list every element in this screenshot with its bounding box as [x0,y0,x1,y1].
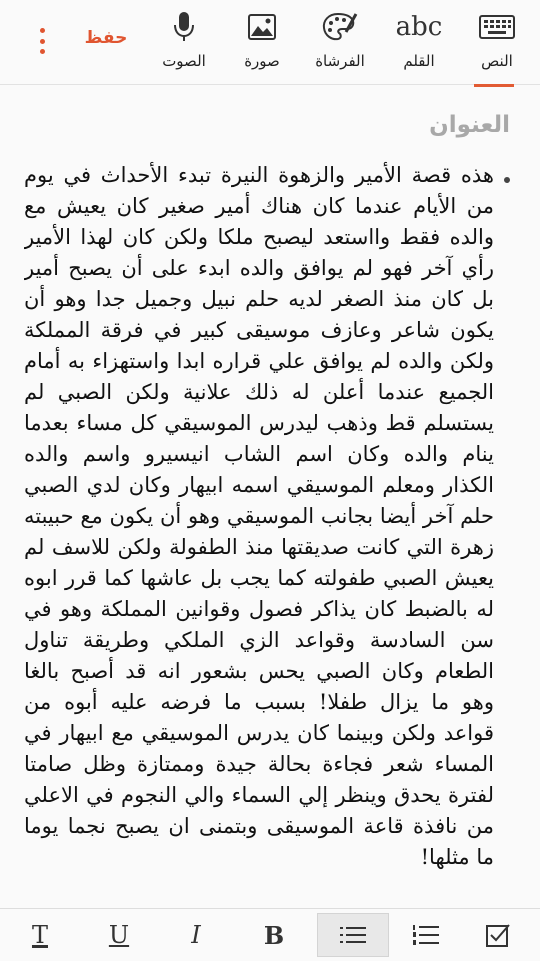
bold-button[interactable] [238,913,310,957]
text-style-button[interactable] [4,913,76,957]
tool-voice[interactable] [149,8,219,76]
bullet-list-button[interactable] [317,913,389,957]
bullet-list-icon [340,925,366,945]
tool-pen[interactable] [384,8,454,76]
bold-icon: B [263,920,285,950]
italic-button[interactable] [160,913,232,957]
more-options-icon[interactable] [32,28,52,54]
note-body[interactable]: هذه قصة الأمير والزهوة النيرة تبدء الأحداث في يوم من الأيام عندما كان هناك أمير صغير كان يعيش مع والده فقط وااستعد ليصبح ملكا ولكن كان لهذا الأمير رأي آخر فهو لم يوافق والده ابدء على أن يصبح أمير بل كان منذ الصغر لديه حلم نبيل وجميل جدا وهو أن يكون شاعر وعازف موسيقى كبير في فرقة المملكة ولكن والده لم يوافق علي قراره ابدا واستهزاء به أمام الجميع عندما أعلن له ذلك علانية ولكن الصبي لم يستسلم قط وذهب ليدرس الموسيقي كل مساء بعدما ينام والده وكان اسم الشاب انيسيرو واسم والده الكذار ومعلم الموسيقي اسمه ابيهار وكان لدي الصبي حلم آخر أيضا بجانب الموسيقي وهو أن يكون مع حبيبته زهرة التي كانت صديقتها منذ الطفولة ولكن للاسف لم يعيش الصبي طفولته كما يجب بل عاشها كما قرر ابوه له بالضبط كان يذاكر فصول وقوانين المملكة وهو في سن السادسة وقواعد الزي الملكي وطريقة تناول الطعام وكان الصبي يحس بشعور انه قد أصبح بالغا وهو ما يزال طفلا! بسبب ما فرضه عليه أبوه من قواعد ولكن وبينما كان يدرس الموسيقي مع ابيهار في المساء شعر فجاءة بحالة جيدة وممتازة وظل صامتا لفترة يحدق وينظر إلي السماء والي النجوم في الاعلي من نافذة قاعة الموسيقى وبتمنى ان يصبح نجما يوما ما مثلها! [24,163,494,869]
tool-pen-label: القلم [403,52,435,70]
checkbox-button[interactable] [462,913,534,957]
image-icon [248,8,276,46]
active-tab-indicator [474,84,514,87]
palette-icon [322,8,358,46]
tool-voice-label: الصوت [162,52,206,70]
bullet-point [504,177,510,183]
numbered-list-icon [413,924,439,946]
format-bar [0,908,540,961]
numbered-list-button[interactable] [390,913,462,957]
italic-icon: I [191,921,201,949]
tool-brush[interactable] [305,8,375,76]
note-title[interactable]: العنوان [429,112,510,138]
top-toolbar [0,0,540,85]
save-button[interactable]: حفظ [84,28,128,48]
tool-text[interactable] [462,8,532,76]
tool-brush-label: الفرشاة [315,52,365,70]
tool-image-label: صورة [244,52,280,70]
text-style-icon: T [31,921,48,949]
keyboard-icon [479,8,515,46]
underline-icon: U [108,921,130,949]
tool-text-label: النص [481,52,513,70]
abc-icon: abc [395,12,443,42]
tool-image[interactable] [227,8,297,76]
underline-button[interactable] [83,913,155,957]
microphone-icon [172,8,196,46]
checkbox-icon [486,923,510,947]
